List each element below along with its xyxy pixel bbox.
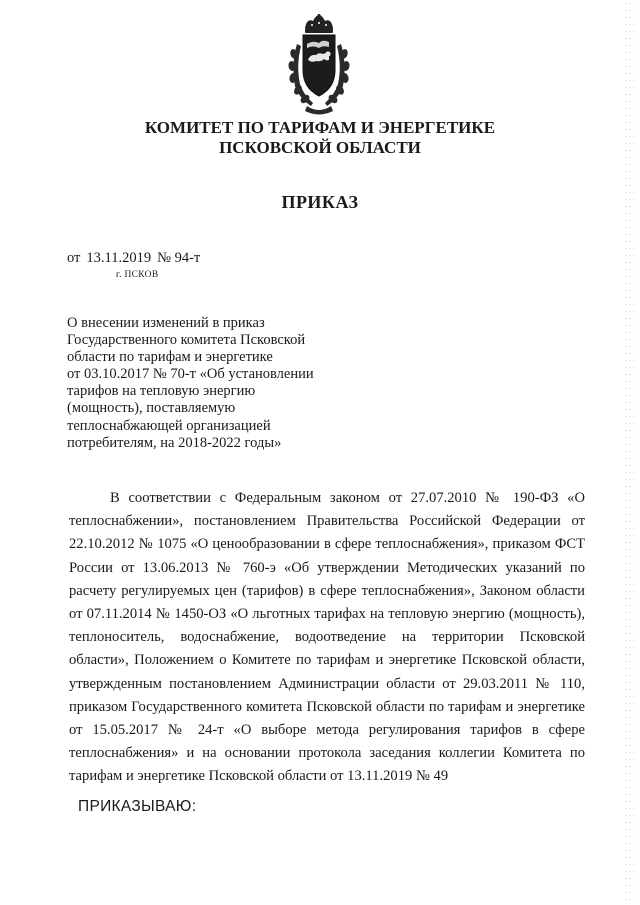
document-city: г. ПСКОВ xyxy=(116,270,159,280)
preamble-paragraph: В соответствии с Федеральным законом от 27.07.2010 № 190-ФЗ «О теплоснабжении», постановлением Правительства Российской Федерации от 22.10.2012 № 1075 «О ценообразовании в сфере теплоснабжения», приказом ФСТ России от 13.06.2013 № 760-э «Об утверждении Методических указаний по расчету регулируемых цен (тарифов) в сфере теплоснабжения», Законом области от 07.11.2014 № 1450-ОЗ «О льготных тарифах на тепловую энергию (мощность), теплоноситель, водоснабжение, водоотведение на территории Псковской области», Положением о Комитете по тарифам и энергетике Псковской области, утвержденным постановлением Администрации области от 29.03.2011 № 110, приказом Государственного комитета Псковской области по тарифам и энергетике от 15.05.2017 № 24-т «О выборе метода регулирования тарифов в сфере теплоснабжения» и на основании протокола заседания коллегии Комитета по тарифам и энергетике Псковской области от 13.11.2019 № 49 xyxy=(69,490,585,785)
order-heading: ПРИКАЗЫВАЮ: xyxy=(78,798,197,815)
document-type: ПРИКАЗ xyxy=(281,192,359,212)
committee-title-line1: КОМИТЕТ ПО ТАРИФАМ И ЭНЕРГЕТИКЕ xyxy=(144,118,496,137)
committee-title-line2: ПСКОВСКОЙ ОБЛАСТИ xyxy=(219,138,421,157)
document-number: № 94-т xyxy=(157,250,201,266)
committee-title xyxy=(0,118,640,158)
document-date-line xyxy=(67,250,200,267)
date-label: от xyxy=(67,250,81,266)
document-subject: О внесении изменений в приказ Государственного комитета Псковской области по тарифам и энергетике от 03.10.2017 № 70-т «Об установлении тарифов на тепловую энергию (мощность), поставляемую теплоснабжающей организацией потребителям, на 2018-2022 годы» xyxy=(67,315,314,451)
document-date: 13.11.2019 xyxy=(86,250,152,266)
pskov-coat-of-arms-icon xyxy=(283,14,355,118)
